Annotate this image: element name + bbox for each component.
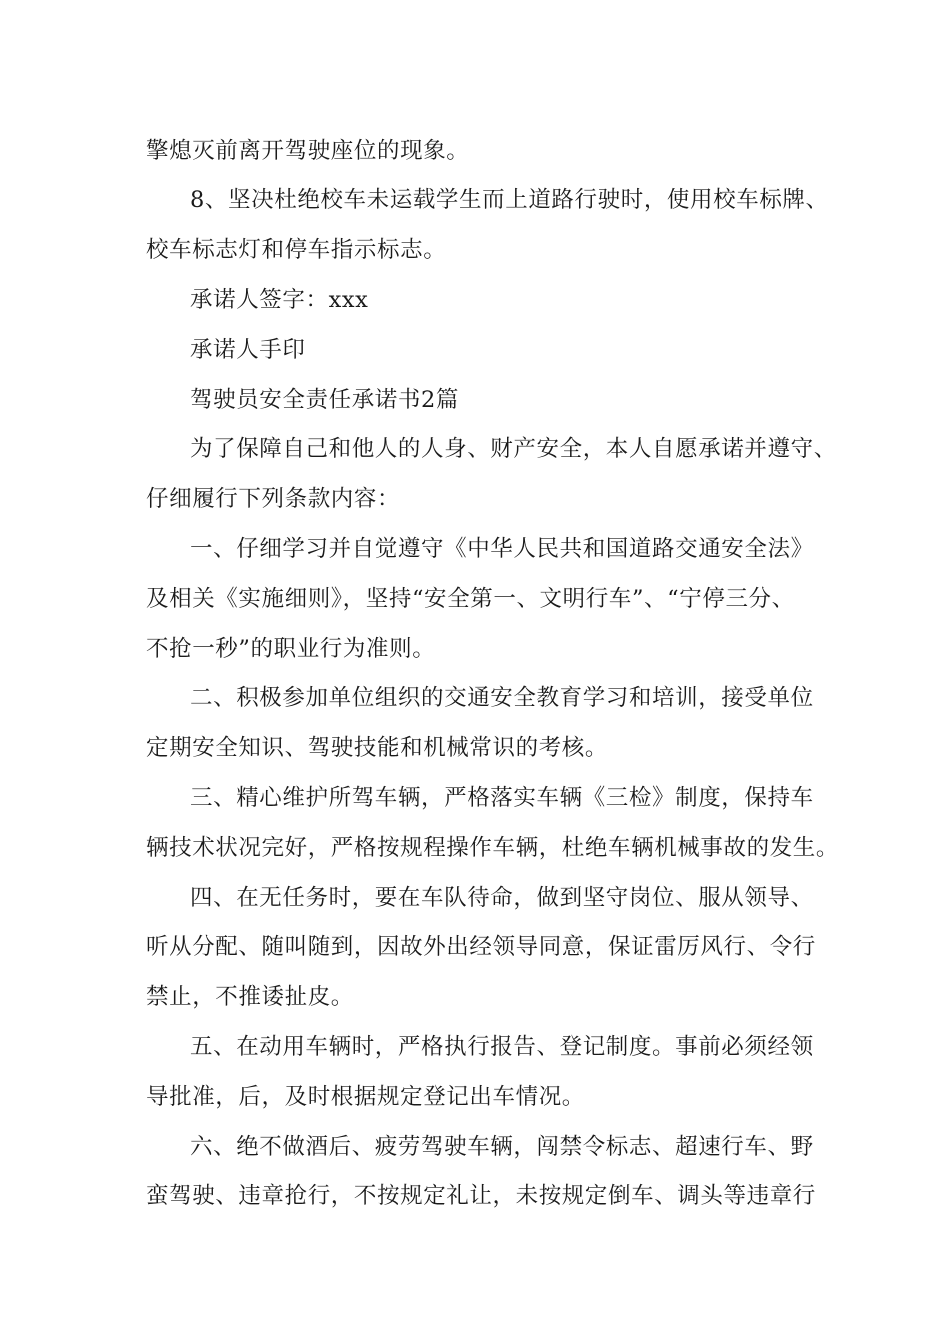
- text-line: 8、坚决杜绝校车未运载学生而上道路行驶时，使用校车标牌、: [190, 187, 829, 213]
- fingerprint-label: 承诺人手印: [190, 337, 306, 363]
- text-line: 听从分配、随叫随到，因故外出经领导同意，保证雷厉风行、令行: [146, 934, 816, 960]
- text-line: 辆技术状况完好，严格按规程操作车辆，杜绝车辆机械事故的发生。: [146, 835, 840, 861]
- text-line: 三、精心维护所驾车辆，严格落实车辆《三检》制度，保持车: [190, 785, 814, 811]
- text-line: 为了保障自己和他人的人身、财产安全，本人自愿承诺并遵守、: [190, 436, 837, 462]
- text-line: 蛮驾驶、违章抢行，不按规定礼让，未按规定倒车、调头等违章行: [146, 1183, 816, 1209]
- text-line: 不抢一秒”的职业行为准则。: [146, 636, 436, 662]
- text-line: 五、在动用车辆时，严格执行报告、登记制度。事前必须经领: [190, 1034, 814, 1060]
- text-line: 一、仔细学习并自觉遵守《中华人民共和国道路交通安全法》: [190, 536, 814, 562]
- text-line: 四、在无任务时，要在车队待命，做到坚守岗位、服从领导、: [190, 885, 814, 911]
- text-line: 定期安全知识、驾驶技能和机械常识的考核。: [146, 735, 609, 761]
- text-line: 仔细履行下列条款内容：: [146, 486, 401, 512]
- text-line: 二、积极参加单位组织的交通安全教育学习和培训，接受单位: [190, 685, 814, 711]
- text-line: 六、绝不做酒后、疲劳驾驶车辆，闯禁令标志、超速行车、野: [190, 1134, 814, 1160]
- text-line: 校车标志灯和停车指示标志。: [146, 237, 447, 263]
- text-line: 导批准，后，及时根据规定登记出车情况。: [146, 1084, 585, 1110]
- text-line: 及相关《实施细则》，坚持“安全第一、文明行车”、“宁停三分、: [146, 586, 795, 612]
- text-line: 擎熄灭前离开驾驶座位的现象。: [146, 138, 470, 164]
- text-line: 禁止，不推诿扯皮。: [146, 984, 354, 1010]
- section-title: 驾驶员安全责任承诺书2篇: [190, 387, 460, 413]
- signature-label: 承诺人签字：xxx: [190, 287, 369, 313]
